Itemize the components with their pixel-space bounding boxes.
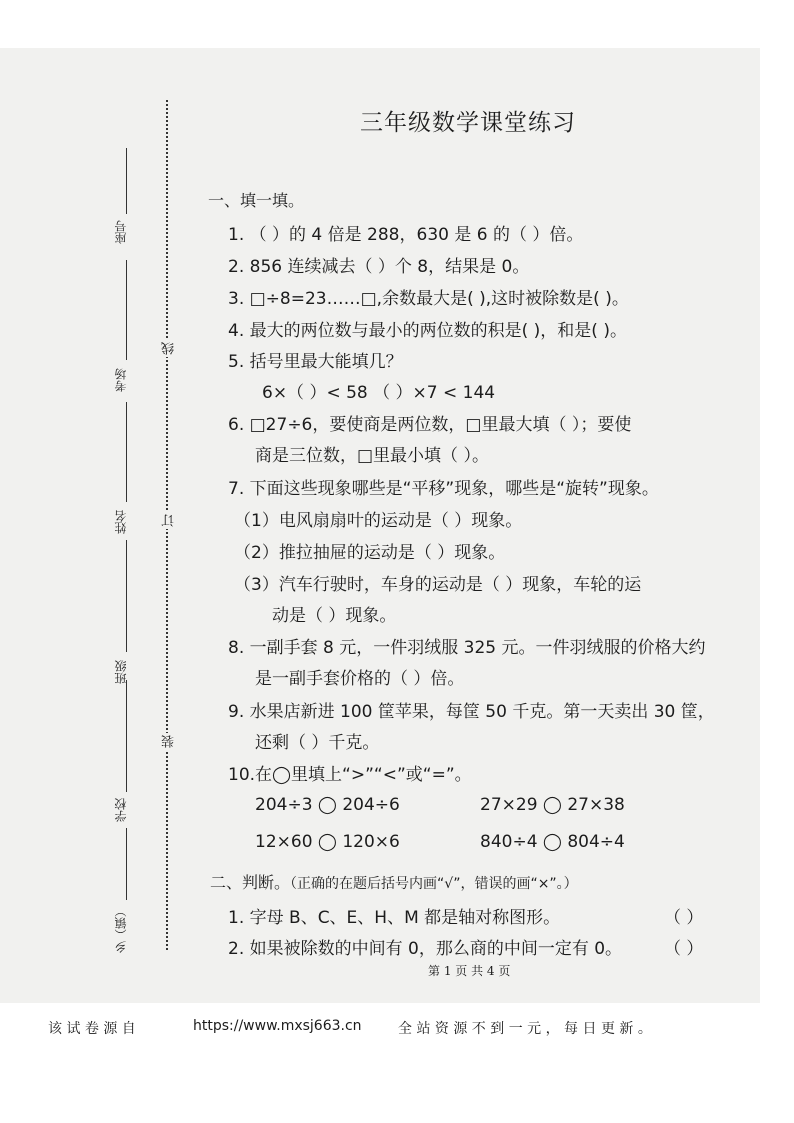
source-footer (48, 1018, 748, 1038)
question-5: 5. 括号里最大能填几？ (228, 352, 403, 372)
binding-mark-zhuang: 装 (162, 735, 177, 748)
question-9: 9. 水果店新进 100 筐苹果，每筐 50 千克。第一天卖出 30 筐， (228, 702, 715, 722)
section2-title: 二、判断。 (210, 873, 291, 892)
town-blank-line (126, 828, 127, 900)
binding-mark-ding: 订 (162, 514, 177, 527)
name-label: 姓名 (114, 510, 128, 534)
class-blank-line (126, 540, 127, 652)
exam-room-label: 考场 (114, 368, 128, 392)
question-5-items: 6×（ ）< 58 （ ）×7 < 144 (262, 383, 496, 403)
name-blank-line (126, 402, 127, 502)
question-4: 4. 最大的两位数与最小的两位数的积是( )，和是( )。 (228, 321, 627, 341)
section2-note: （正确的在题后括号内画“√”，错误的画“×”。） (290, 876, 578, 892)
question-1: 1. （ ）的 4 倍是 288，630 是 6 的（ ）倍。 (228, 225, 584, 245)
exam-room-blank-line (126, 260, 127, 360)
section2-heading (210, 870, 578, 893)
seat-blank-line (126, 148, 127, 214)
school-label: 学校 (114, 798, 128, 822)
question-7-1: （1）电风扇扇叶的运动是（ ）现象。 (234, 511, 523, 531)
judge-1-answer: （ ） (664, 908, 704, 928)
question-9-cont: 还剩（ ）千克。 (255, 733, 380, 753)
judge-1: 1. 字母 B、C、E、H、M 都是轴对称图形。 (228, 908, 561, 928)
class-label: 班级 (114, 660, 128, 684)
question-6: 6. □27÷6，要使商是两位数，□里最大填（ ）；要使 (228, 415, 632, 435)
compare-d: 840÷4 ◯ 804÷4 (480, 832, 625, 852)
question-7-3: （3）汽车行驶时，车身的运动是（ ）现象，车轮的运 (234, 575, 642, 595)
footer-right-text: 全 站 资 源 不 到 一 元 ， 每 日 更 新 。 (398, 1021, 652, 1037)
page-number: 第 1 页 共 4 页 (428, 964, 511, 978)
footer-url-link[interactable]: https://www.mxsj663.cn (193, 1018, 362, 1034)
question-10: 10.在◯里填上“>”“<”或“=”。 (228, 765, 472, 785)
binding-mark-line: 线 (162, 342, 177, 355)
question-3: 3. □÷8=23……□,余数最大是( ),这时被除数是( )。 (228, 289, 629, 309)
judge-2: 2. 如果被除数的中间有 0，那么商的中间一定有 0。 (228, 939, 623, 959)
compare-b: 27×29 ◯ 27×38 (480, 795, 625, 815)
compare-a: 204÷3 ◯ 204÷6 (255, 795, 400, 815)
question-7-2: （2）推拉抽屉的运动是（ ）现象。 (234, 543, 506, 563)
question-2: 2. 856 连续减去（ ）个 8，结果是 0。 (228, 257, 530, 277)
seat-label: 座号 (114, 220, 128, 244)
question-6-cont: 商是三位数，□里最小填（ ）。 (255, 446, 489, 466)
compare-c: 12×60 ◯ 120×6 (255, 832, 400, 852)
question-7-3-cont: 动是（ ）现象。 (272, 606, 397, 626)
section1-heading: 一、填一填。 (208, 191, 305, 210)
judge-2-answer: （ ） (664, 939, 704, 959)
page-title: 三年级数学课堂练习 (360, 110, 576, 136)
school-blank-line (126, 680, 127, 792)
question-7: 7. 下面这些现象哪些是“平移”现象，哪些是“旋转”现象。 (228, 479, 659, 499)
question-8: 8. 一副手套 8 元，一件羽绒服 325 元。一件羽绒服的价格大约 (228, 638, 706, 658)
town-label: 乡（镇） (114, 905, 128, 953)
question-8-cont: 是一副手套价格的（ ）倍。 (255, 669, 465, 689)
show-through-text (700, 88, 760, 788)
footer-left-text: 该 试 卷 源 自 (48, 1021, 136, 1037)
